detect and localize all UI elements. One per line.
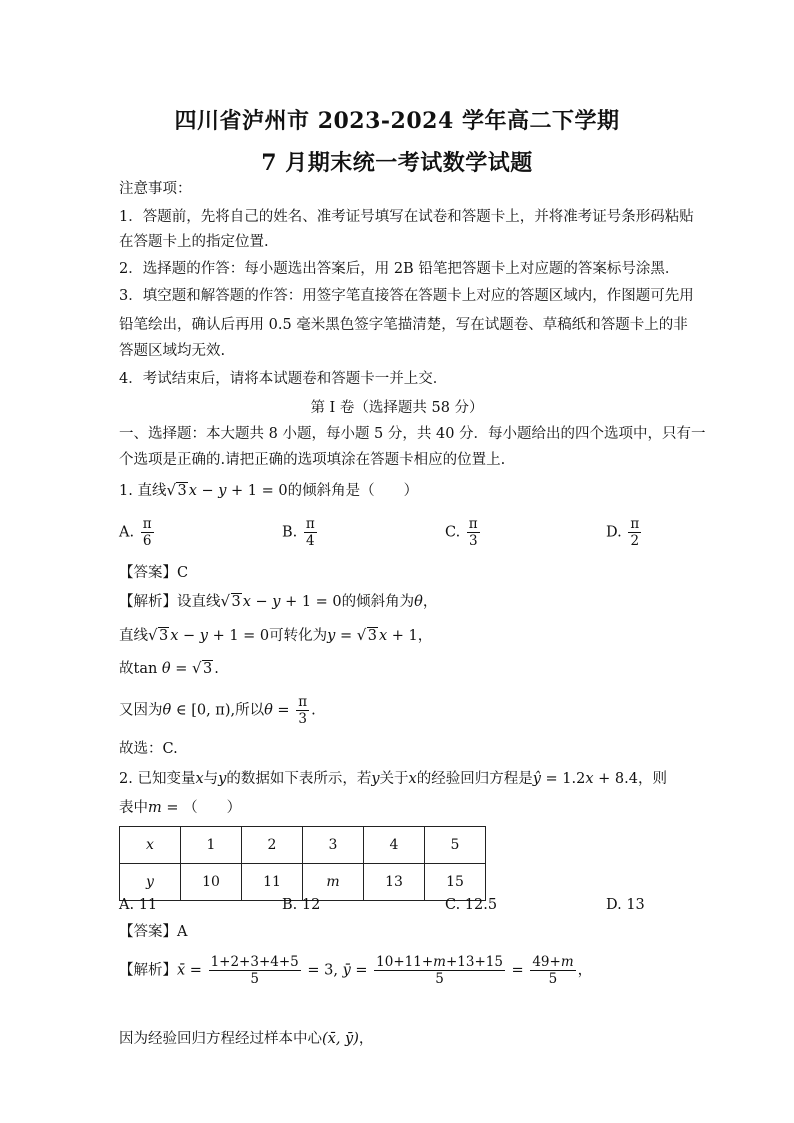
q1-analysis-line: 故选：C. xyxy=(119,741,178,757)
table-cell: m xyxy=(303,864,364,901)
q1-option-b: B. $\frac{\pi}{4}$ xyxy=(282,516,315,549)
data-table xyxy=(119,826,486,901)
q1-answer: 【答案】C xyxy=(119,565,189,581)
question-1: 1. 直线√ 3 x − y + 1 = 0的倾斜角是（ ） xyxy=(119,480,679,502)
q1-analysis-line: 直线√ 3 x − y + 1 = 0可转化为y = √ 3 x + 1， xyxy=(119,625,679,647)
notice-header: 注意事项： xyxy=(119,181,192,197)
notice-line: 2．选择题的作答：每小题选出答案后，用 2B 铅笔把答题卡上对应题的答案标号涂黑． xyxy=(119,261,680,277)
table-cell: 4 xyxy=(364,827,425,864)
q2-option-a: A. 11 xyxy=(119,897,158,913)
section-title: 第 I 卷（选择题共 58 分） xyxy=(310,400,484,416)
table-row xyxy=(120,827,486,864)
table-cell: 3 xyxy=(303,827,364,864)
notice-line: 1．答题前，先将自己的姓名、准考证号填写在试卷和答题卡上，并将准考证号条形码粘贴 xyxy=(119,209,694,225)
table-row xyxy=(120,864,486,901)
notice-line: 3．填空题和解答题的作答：用签字笔直接答在答题卡上对应的答题区域内，作图题可先用 xyxy=(119,288,694,304)
table-cell: 5 xyxy=(425,827,486,864)
table-cell: 2 xyxy=(242,827,303,864)
q2-answer: 【答案】A xyxy=(119,924,188,940)
table-cell: 10 xyxy=(181,864,242,901)
question-2: 2. 已知变量x与y的数据如下表所示，若y关于x的经验回归方程是ŷ = 1.2x + 8.4，则 xyxy=(119,771,667,787)
q1-analysis-line: 【解析】设直线√ 3 x − y + 1 = 0的倾斜角为θ， xyxy=(119,591,679,613)
q1-option-d: D. $\frac{\pi}{2}$ xyxy=(606,516,640,549)
notice-line: 答题区域均无效. xyxy=(119,343,226,359)
q2-option-d: D. 13 xyxy=(606,897,645,913)
table-cell: x xyxy=(120,827,181,864)
notice-line: 在答题卡上的指定位置. xyxy=(119,234,269,250)
q1-option-c: C. $\frac{\pi}{3}$ xyxy=(445,516,478,549)
notice-line: 4．考试结束后，请将本试题卷和答题卡一并上交． xyxy=(119,371,448,387)
table-cell: 13 xyxy=(364,864,425,901)
page-title: 四川省泸州市 2023-2024 学年高二下学期 xyxy=(174,108,620,134)
page-subtitle: 7 月期末统一考试数学试题 xyxy=(261,150,533,176)
q2-analysis-line: 【解析】x̄ = $\frac{1+2+3+4+5}{5}$ = 3, ȳ = $\frac{10+11+m+13+15}{5}$ = $\frac{49+m}{5}$ ， xyxy=(119,954,593,987)
table-cell: 11 xyxy=(242,864,303,901)
notice-line: 铅笔绘出，确认后再用 0.5 毫米黑色签字笔描清楚，写在试题卷、草稿纸和答题卡上的非 xyxy=(119,317,688,333)
q2-analysis-line: 因为经验回归方程经过样本中心(x̄, ȳ)， xyxy=(119,1031,374,1047)
table-cell: 15 xyxy=(425,864,486,901)
question-2-cont: 表中m = （ ） xyxy=(119,800,242,816)
q1-option-a: A. $\frac{\pi}{6}$ xyxy=(119,516,152,549)
q1-analysis-line: 又因为θ ∈ [0, π),所以θ = $\frac{\pi}{3}$ . xyxy=(119,694,316,727)
section-description: 个选项是正确的.请把正确的选项填涂在答题卡相应的位置上. xyxy=(119,452,506,468)
table-cell: y xyxy=(120,864,181,901)
q2-option-b: B. 12 xyxy=(282,897,321,913)
table-cell: 1 xyxy=(181,827,242,864)
q2-option-c: C. 12.5 xyxy=(445,897,498,913)
section-description: 一、选择题：本大题共 8 小题，每小题 5 分，共 40 分．每小题给出的四个选项中，只有一 xyxy=(119,426,706,442)
q1-analysis-line: 故tan θ = √ 3 . xyxy=(119,658,679,680)
